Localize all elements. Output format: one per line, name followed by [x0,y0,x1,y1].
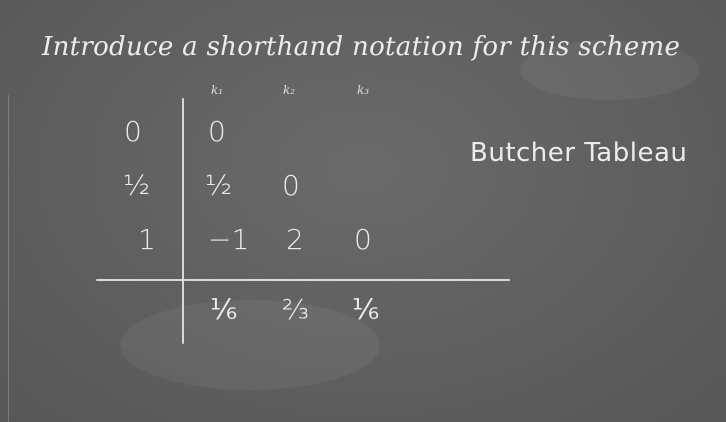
c-value: 1 [138,223,156,256]
b-weight: ⅙ [210,293,238,326]
b-weight: ⅙ [352,293,380,326]
k1-header: k₁ [211,83,224,97]
a-value: ½ [205,169,233,202]
a-value: 2 [286,223,304,256]
a-value: 0 [354,223,372,256]
board-title: Introduce a shorthand notation for this scheme [42,32,681,62]
board-edge-line [8,95,9,422]
k2-header: k₂ [283,83,296,97]
a-value: −1 [208,223,250,256]
c-value: ½ [123,169,151,202]
k3-header: k₃ [357,83,370,97]
b-weight: ⅔ [282,293,310,326]
a-value: 0 [208,115,226,148]
a-value: 0 [282,169,300,202]
tableau-vertical-rule [182,98,184,344]
tableau-horizontal-rule [96,279,510,281]
chalk-smudge [120,300,380,390]
c-value: 0 [124,115,142,148]
butcher-tableau-label: Butcher Tableau [470,138,688,168]
